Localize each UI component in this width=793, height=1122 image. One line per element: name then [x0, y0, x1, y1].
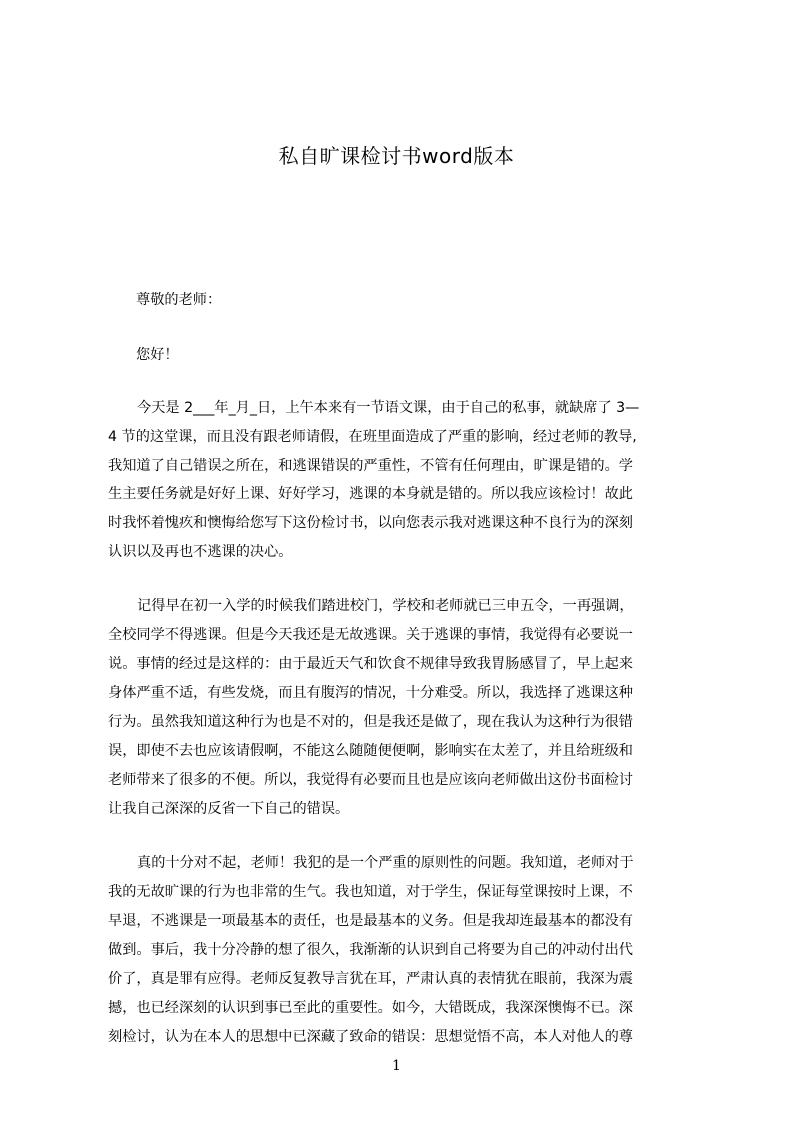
- paragraph-3-line-6: 撼，也已经深刻的认识到事已至此的重要性。如今，大错既成，我深深懊悔不已。深: [108, 1000, 633, 1016]
- paragraph-2-line-2: 全校同学不得逃课。但是今天我还是无故逃课。关于逃课的事情，我觉得有必要说一: [108, 627, 633, 643]
- paragraph-3-line-7: 刻检讨，认为在本人的思想中已深藏了致命的错误：思想觉悟不高，本人对他人的尊: [108, 1029, 633, 1045]
- paragraph-1-line-6: 认识以及再也不逃课的决心。: [108, 544, 293, 560]
- paragraph-1-line-4: 生主要任务就是好好上课、好好学习，逃课的本身就是错的。所以我应该检讨！故此: [108, 486, 633, 502]
- paragraph-3-line-4: 做到。事后，我十分冷静的想了很久，我渐渐的认识到自己将要为自己的冲动付出代: [108, 942, 633, 958]
- page-number: 1: [392, 1058, 401, 1074]
- salutation: 尊敬的老师：: [136, 292, 222, 308]
- paragraph-1-line-2: 4 节的这堂课，而且没有跟老师请假，在班里面造成了严重的影响，经过老师的教导,: [108, 429, 637, 445]
- paragraph-2-line-1: 记得早在初一入学的时候我们踏进校门，学校和老师就已三申五令，一再强调，: [137, 598, 634, 614]
- paragraph-3-line-3: 早退，不逃课是一项最基本的责任，也是最基本的义务。但是我却连最基本的都没有: [108, 913, 633, 929]
- paragraph-1-line-5: 时我怀着愧疚和懊悔给您写下这份检讨书，以向您表示我对逃课这种不良行为的深刻: [108, 515, 633, 531]
- document-title: 私自旷课检讨书word版本: [278, 144, 515, 168]
- paragraph-2-line-6: 误，即使不去也应该请假啊，不能这么随随便便啊，影响实在太差了，并且给班级和: [108, 743, 633, 759]
- paragraph-2-line-7: 老师带来了很多的不便。所以，我觉得有必要而且也是应该向老师做出这份书面检讨: [108, 772, 633, 788]
- paragraph-1-line-3: 我知道了自己错误之所在，和逃课错误的严重性，不管有任何理由，旷课是错的。学: [108, 458, 633, 474]
- paragraph-2-line-5: 行为。虽然我知道这种行为也是不对的，但是我还是做了，现在我认为这种行为很错: [108, 714, 633, 730]
- greeting: 您好！: [136, 347, 179, 363]
- paragraph-1-line-1: 今天是 2___年_月_日，上午本来有一节语文课，由于自己的私事，就缺席了 3—: [137, 400, 640, 416]
- paragraph-3-line-2: 我的无故旷课的行为也非常的生气。我也知道，对于学生，保证每堂课按时上课，不: [108, 884, 633, 900]
- paragraph-2-line-8: 让我自己深深的反省一下自己的错误。: [108, 801, 350, 817]
- paragraph-2-line-3: 说。事情的经过是这样的：由于最近天气和饮食不规律导致我胃肠感冒了，早上起来: [108, 656, 633, 672]
- paragraph-3-line-1: 真的十分对不起，老师！我犯的是一个严重的原则性的问题。我知道，老师对于: [137, 855, 634, 871]
- paragraph-2-line-4: 身体严重不适，有些发烧，而且有腹泻的情况，十分难受。所以，我选择了逃课这种: [108, 685, 633, 701]
- paragraph-3-line-5: 价了，真是罪有应得。老师反复教导言犹在耳，严肃认真的表情犹在眼前，我深为震: [108, 971, 633, 987]
